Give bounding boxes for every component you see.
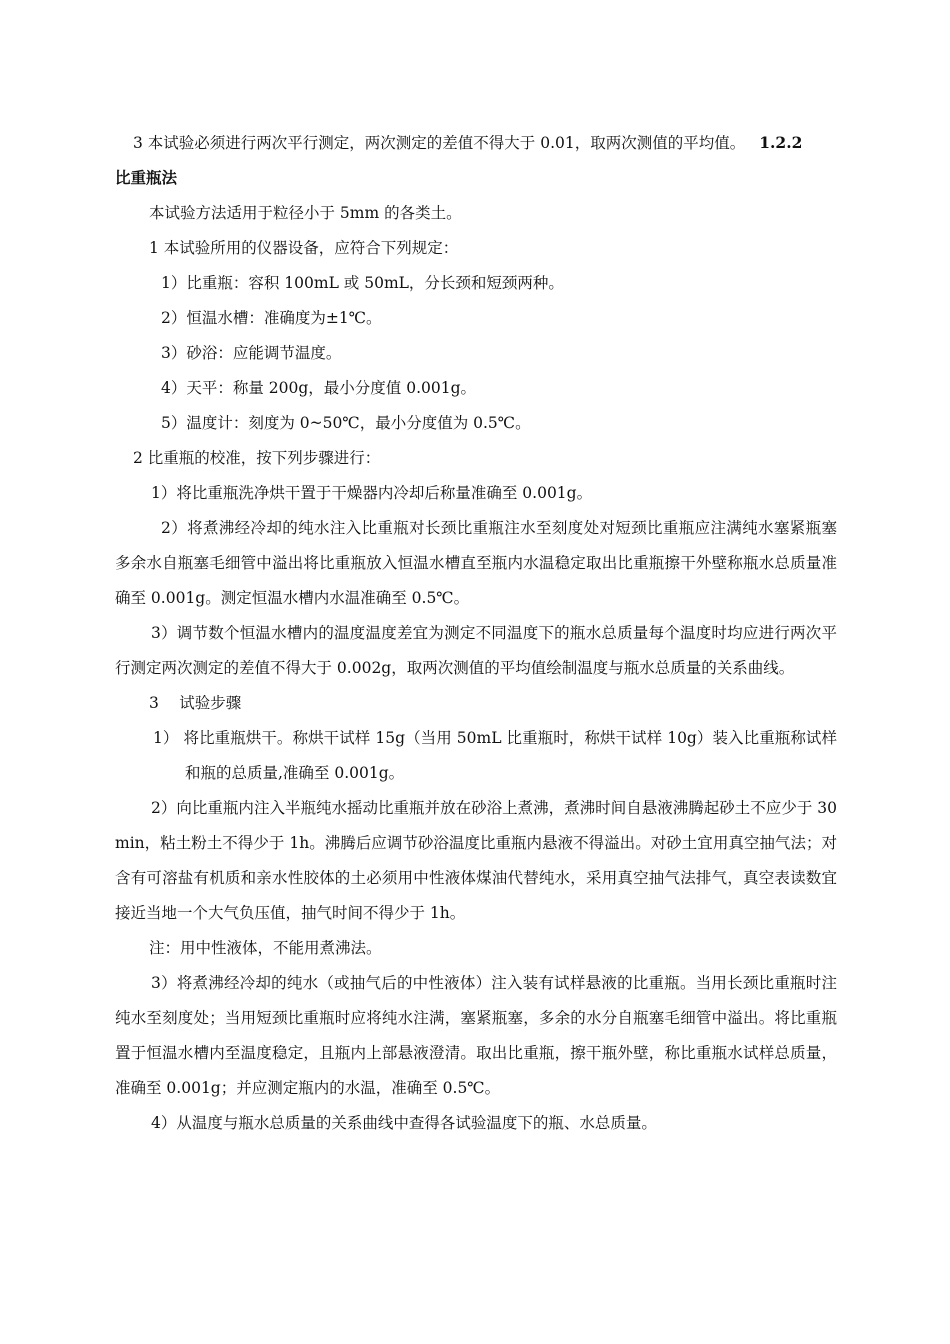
item3-list-item: 4）从温度与瓶水总质量的关系曲线中查得各试验温度下的瓶、水总质量。 [151, 1114, 657, 1132]
item3-list-item: 2）向比重瓶内注入半瓶纯水摇动比重瓶并放在砂浴上煮沸，煮沸时间自悬液沸腾起砂土不应少于 30min，粘土粉土不得少于 1h。沸腾后应调节砂浴温度比重瓶内悬液不得溢出。对砂土宜用真空抽气法；对含有可溶盐有机质和亲水性胶体的土必须用中性液体煤油代替纯水，采用真空抽气法排气，真空表读数宜接近当地一个大气负压值，抽气时间不得少于 1h。 [115, 799, 837, 922]
item2-list-item: 2）将煮沸经冷却的纯水注入比重瓶对长颈比重瓶注水至刻度处对短颈比重瓶应注满纯水塞紧瓶塞多余水自瓶塞毛细管中溢出将比重瓶放入恒温水槽直至瓶内水温稳定取出比重瓶擦干外壁称瓶水总质量准确至 0.001g。测定恒温水槽内水温准确至 0.5℃。 [115, 519, 837, 607]
item2-list-item: 1）将比重瓶洗净烘干置于干燥器内冷却后称量准确至 0.001g。 [151, 484, 593, 502]
item1-list-item: 2）恒温水槽：准确度为±1℃。 [161, 309, 382, 327]
item2-list-item: 3）调节数个恒温水槽内的温度温度差宜为测定不同温度下的瓶水总质量每个温度时均应进行两次平行测定两次测定的差值不得大于 0.002g，取两次测值的平均值绘制温度与瓶水总质量的关系曲线。 [115, 624, 837, 677]
item1-list-item: 5）温度计：刻度为 0~50℃，最小分度值为 0.5℃。 [161, 414, 531, 432]
item1-list-item: 4）天平：称量 200g，最小分度值 0.001g。 [161, 379, 477, 397]
section-number: 1.2.2 [759, 133, 803, 152]
paragraph-3-with-heading [115, 125, 837, 161]
intro-paragraph: 本试验方法适用于粒径小于 5mm 的各类土。 [149, 204, 462, 222]
paragraph-3-text: 3 本试验必须进行两次平行测定，两次测定的差值不得大于 0.01，取两次测值的平均值。 [133, 134, 746, 152]
document-body [115, 125, 837, 1141]
item1-list-item: 3）砂浴：应能调节温度。 [161, 344, 342, 362]
item3-title: 3 试验步骤 [149, 694, 242, 712]
item1-title: 1 本试验所用的仪器设备，应符合下列规定： [149, 239, 459, 257]
item3-list-item: 3）将煮沸经冷却的纯水（或抽气后的中性液体）注入装有试样悬液的比重瓶。当用长颈比重瓶时注纯水至刻度处；当用短颈比重瓶时应将纯水注满，塞紧瓶塞，多余的水分自瓶塞毛细管中溢出。将比重瓶置于恒温水槽内至温度稳定，且瓶内上部悬液澄清。取出比重瓶，擦干瓶外壁，称比重瓶水试样总质量，准确至 0.001g；并应测定瓶内的水温，准确至 0.5℃。 [115, 974, 837, 1097]
item1-list-item: 1）比重瓶：容积 100mL 或 50mL，分长颈和短颈两种。 [161, 274, 564, 292]
item2-title: 2 比重瓶的校准，按下列步骤进行： [133, 449, 381, 467]
item3-list-item: 1） 将比重瓶烘干。称烘干试样 15g（当用 50mL 比重瓶时，称烘干试样 10g）装入比重瓶称试样和瓶的总质量,准确至 0.001g。 [153, 729, 837, 782]
note-paragraph: 注：用中性液体，不能用煮沸法。 [149, 939, 382, 957]
section-title: 比重瓶法 [115, 170, 178, 187]
